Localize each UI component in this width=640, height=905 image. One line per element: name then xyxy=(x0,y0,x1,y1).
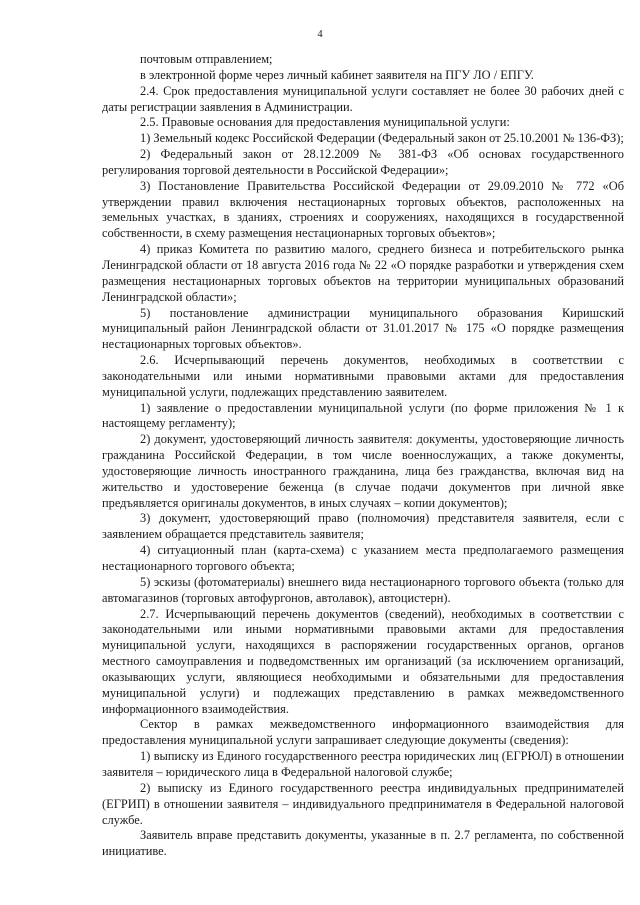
paragraph-2-5: 2.5. Правовые основания для предоставления муниципальной услуги: xyxy=(140,115,510,130)
paragraph-electronic: в электронной форме через личный кабинет заявителя на ПГУ ЛО / ЕПГУ. xyxy=(140,67,534,82)
paragraph-2-6-item-2: 2) документ, удостоверяющий личность заявителя: документы, удостоверяющие личность гражданина Российской Федерации, в том числе военнослужащих, а также документы, удостоверяющие личность иностранного гражданина, лица без гражданства, включая вид на жительство и удостоверение беженца (в случае подачи документов при личной явке предъявляется оригиналы документов, в иных случаях – копии документов); xyxy=(102,432,624,510)
paragraph-2-7-item-1: 1) выписку из Единого государственного реестра юридических лиц (ЕГРЮЛ) в отношении заявителя – юридического лица в Федеральной налоговой службе; xyxy=(102,749,624,779)
paragraph-2-7-item-2: 2) выписку из Единого государственного реестра индивидуальных предпринимателей (ЕГРИП) в отношении заявителя – индивидуального предпринимателя в Федеральной налоговой службе. xyxy=(102,780,624,827)
paragraph-2-6-item-5: 5) эскизы (фотоматериалы) внешнего вида нестационарного торгового объекта (только для автомагазинов (торговых автофургонов, автолавок), автоцистерн). xyxy=(102,574,624,605)
paragraph-2-5-item-4: 4) приказ Комитета по развитию малого, среднего бизнеса и потребительского рынка Ленинградской области от 18 августа 2016 года № 22 «О порядке разработки и утверждения схем размещения нестационарных торговых объектов на территории муниципальных образований Ленинградской области»; xyxy=(102,242,624,304)
paragraph-2-6-item-3: 3) документ, удостоверяющий право (полномочия) представителя заявителя, если с заявлением обращается представитель заявителя; xyxy=(102,511,624,542)
paragraph-2-6: 2.6. Исчерпывающий перечень документов, необходимых в соответствии с законодательными или иными нормативными правовыми актами для предоставления муниципальной услуги, подлежащих представлению заявителем. xyxy=(102,353,624,399)
paragraph-2-6-item-1: 1) заявление о предоставлении муниципальной услуги (по форме приложения № 1 к настоящему регламенту); xyxy=(102,400,624,431)
paragraph-2-7: 2.7. Исчерпывающий перечень документов (сведений), необходимых в соответствии с законодательными или иными нормативными правовыми актами для предоставления муниципальной услуги, находящихся в распоряжении государственных органов, органов местного самоуправления и подведомственных им организаций (за исключением организаций, оказывающих услуги, являющиеся необходимыми и обязательными для предоставления муниципальной услуги) и подлежащих представлению в рамках межведомственного информационного взаимодействия. xyxy=(102,606,624,716)
paragraph-2-6-item-4: 4) ситуационный план (карта-схема) с указанием места предполагаемого размещения нестационарного торгового объекта; xyxy=(102,543,624,573)
paragraph-2-5-item-3: 3) Постановление Правительства Российской Федерации от 29.09.2010 № 772 «Об утверждении правил включения нестационарных торговых объектов, расположенных на земельных участках, в зданиях, строениях и сооружениях, находящихся в государственной собственности, в схему размещения нестационарных торговых объектов»; xyxy=(102,178,624,241)
paragraph-2-5-item-1: 1) Земельный кодекс Российской Федерации (Федеральный закон от 25.10.2001 № 136-ФЗ); xyxy=(140,131,624,146)
paragraph-sector-requests: Сектор в рамках межведомственного информационного взаимодействия для предоставления муниципальной услуги запрашивает следующие документы (сведения): xyxy=(102,717,624,748)
paragraph-postal: почтовым отправлением; xyxy=(140,52,273,66)
document-body xyxy=(102,52,624,860)
paragraph-2-4: 2.4. Срок предоставления муниципальной услуги составляет не более 30 рабочих дней с даты регистрации заявления в Администрации. xyxy=(102,83,624,114)
paragraph-applicant-right: Заявитель вправе представить документы, указанные в п. 2.7 регламента, по собственной инициативе. xyxy=(102,828,624,859)
paragraph-2-5-item-5: 5) постановление администрации муниципального образования Киришский муниципальный район Ленинградской области от 31.01.2017 № 175 «О порядке размещения нестационарных торговых объектов». xyxy=(102,305,624,352)
paragraph-2-5-item-2: 2) Федеральный закон от 28.12.2009 № 381-ФЗ «Об основах государственного регулирования торговой деятельности в Российской Федерации»; xyxy=(102,147,624,177)
page-number: 4 xyxy=(317,29,323,40)
